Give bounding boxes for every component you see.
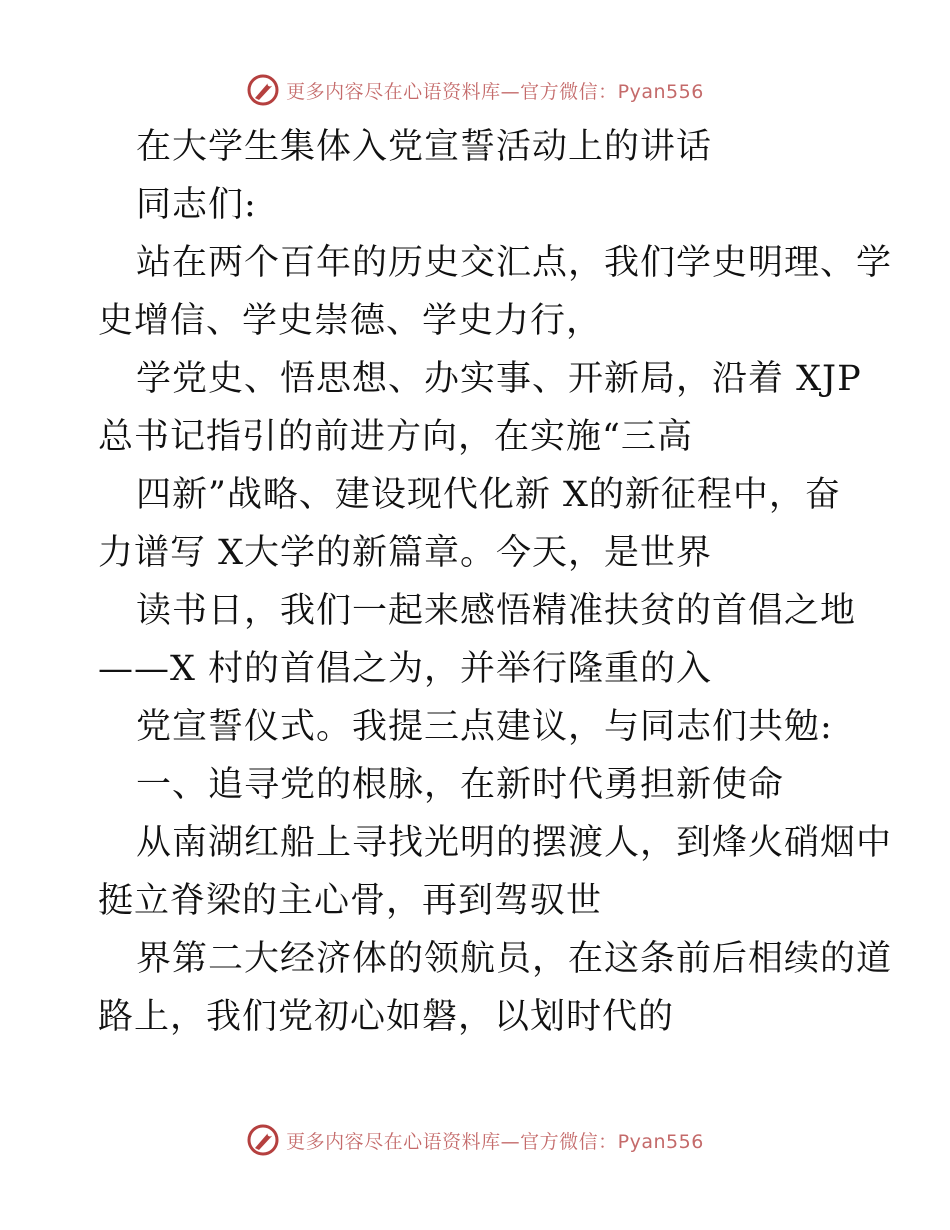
paragraph-line: 从南湖红船上寻找光明的摆渡人，到烽火硝烟中 xyxy=(136,823,893,863)
paragraph-line: 路上，我们党初心如磐，以划时代的 xyxy=(98,997,675,1037)
section-heading: 一、追寻党的根脉，在新时代勇担新使命 xyxy=(136,765,785,805)
paragraph-line: 挺立脊梁的主心骨，再到驾驭世 xyxy=(98,881,603,921)
paragraph-line: 学党史、悟思想、办实事、开新局，沿着 XJP xyxy=(136,359,862,399)
document-body xyxy=(98,118,893,1046)
watermark-text: 更多内容尽在心语资料库—官方微信：Pyan556 xyxy=(286,80,704,103)
paragraph-line: 读书日，我们一起来感悟精准扶贫的首倡之地 xyxy=(136,591,857,631)
salutation: 同志们: xyxy=(136,185,257,225)
paragraph-line: 总书记指引的前进方向，在实施“三高 xyxy=(98,417,693,457)
paragraph-line: 党宣誓仪式。我提三点建议，与同志们共勉: xyxy=(136,707,833,747)
paragraph-line: 四新”战略、建设现代化新 X的新征程中，奋 xyxy=(136,475,841,515)
paragraph-line: 史增信、学史崇德、学史力行， xyxy=(98,301,603,341)
watermark-text: 更多内容尽在心语资料库—官方微信：Pyan556 xyxy=(286,1130,704,1153)
pen-logo-icon xyxy=(246,73,280,107)
paragraph-line: 界第二大经济体的领航员，在这条前后相续的道 xyxy=(136,939,893,979)
paragraph-line: 站在两个百年的历史交汇点，我们学史明理、学 xyxy=(136,243,893,283)
document-title: 在大学生集体入党宣誓活动上的讲话 xyxy=(136,127,713,167)
paragraph-line: ——X 村的首倡之为，并举行隆重的入 xyxy=(98,649,713,689)
paragraph-line: 力谱写 X大学的新篇章。今天，是世界 xyxy=(98,533,713,573)
pen-logo-icon xyxy=(246,1123,280,1157)
footer-watermark xyxy=(0,1120,950,1160)
header-watermark xyxy=(0,70,950,110)
